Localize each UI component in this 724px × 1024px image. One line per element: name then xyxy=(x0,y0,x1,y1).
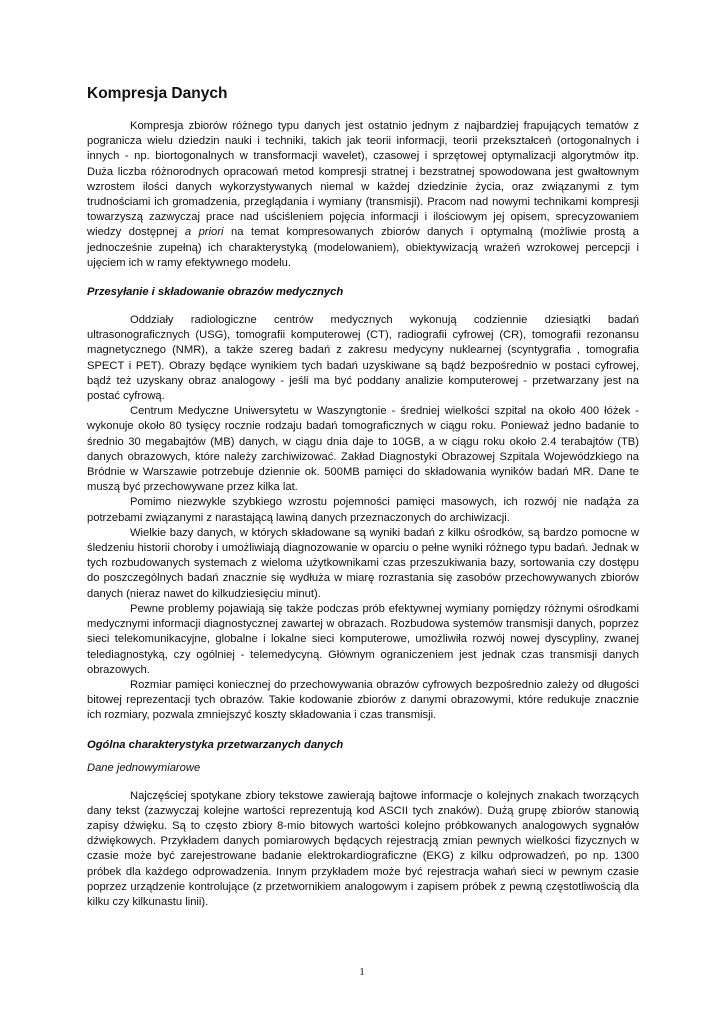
section1-paragraph-6: Rozmiar pamięci koniecznej do przechowywania obrazów cyfrowych bezpośrednio zależy od długości bitowej reprezentacji tych obrazów. Takie kodowanie zbiorów z danymi obrazowymi, które redukuje znacznie ich rozmiary, pozwala zmniejszyć koszty składowania i czas transmisji. xyxy=(87,678,639,722)
intro-text-end: na temat kompresowanych zbiorów danych i optymalną (możliwie prostą a jednocześnie zupełną) ich charakterystyką (modelowaniem), obiektywizacją wrażeń wzrokowej percepcji i ujęciem ich w ramy efektywnego modelu. xyxy=(87,226,639,269)
intro-paragraph xyxy=(87,119,639,271)
page-number: 1 xyxy=(359,966,365,978)
subsection-heading-1d: Dane jednowymiarowe xyxy=(87,761,201,774)
section1-paragraph-4: Wielkie bazy danych, w których składowane są wyniki badań z kilku ośrodków, są bardzo pomocne w śledzeniu historii choroby i umożliwiają diagnozowanie w oparciu o pełne wyniki różnego typu badań. Jednak w tych rozbudowanych systemach z wieloma użytkownikami czas przeszukiwania bazy, sortowania czy dostępu do poszczególnych badań znacznie się wydłuża w miarę rozrastania się zasobów przechowywanych zbiorów danych (nieraz nawet do kilkudziesięciu minut). xyxy=(87,526,639,600)
section-heading-data: Ogólna charakterystyka przetwarzanych danych xyxy=(87,738,344,751)
section2-paragraph-1: Najczęściej spotykane zbiory tekstowe zawierają bajtowe informacje o kolejnych znakach tworzących dany tekst (zazwyczaj kolejne wartości reprezentują kod ASCII tych znaków). Dużą grupę zbiorów stanowią zapisy dźwięku. Są to często zbiory 8-mio bitowych wartości kolejno próbkowanych analogowych sygnałów dźwiękowych. Przykładem danych pomiarowych będących rejestracją zmian pewnych wielkości fizycznych w czasie może być zarejestrowane badanie elektrokardiograficzne (EKG) z kilku odprowadzeń, po np. 1300 próbek dla każdego odprowadzenia. Innym przykładem może być rejestracja wahań sieci w pewnym czasie poprzez urządzenie kontrolujące (z przetwornikiem analogowym i zapisem próbek z pewną częstotliwością dla kilku czy kilkunastu linii). xyxy=(87,789,639,908)
section1-paragraph-5: Pewne problemy pojawiają się także podczas prób efektywnej wymiany pomiędzy różnymi ośrodkami medycznymi informacji diagnostycznej zawartej w obrazach. Rozbudowa systemów transmisji danych, poprzez sieci telekomunikacyjne, globalne i lokalne sieci komputerowe, umożliwiła rozwój nowej dyscypliny, zwanej telediagnostyką, czy ogólniej - telemedycyną. Głównym ograniczeniem jest jednak czas transmisji danych obrazowych. xyxy=(87,602,639,676)
section1-paragraph-3: Pomimo niezwykle szybkiego wzrostu pojemności pamięci masowych, ich rozwój nie nadąża za potrzebami związanymi z narastającą lawiną danych przeznaczonych do archiwizacji. xyxy=(87,496,639,524)
section-heading-storage: Przesyłanie i składowanie obrazów medycznych xyxy=(87,286,344,299)
section1-paragraph-1: Oddziały radiologiczne centrów medycznych wykonują codziennie dziesiątki badań ultrasonograficznych (USG), tomografii komputerowej (CT), radiografii cyfrowej (CR), tomografii rezonansu magnetycznego (NMR), a także szereg badań z zakresu medycyny nuklearnej (scyntygrafia , tomografia SPECT i PET). Obrazy będące wynikiem tych badań uzyskiwane są bądź bezpośrednio w postaci cyfrowej, bądź też uzyskany obraz analogowy - jeśli ma być poddany analizie komputerowej - przetwarzany jest na postać cyfrową. xyxy=(87,314,639,403)
document-title: Kompresja Danych xyxy=(87,85,228,102)
document-page xyxy=(87,84,639,910)
intro-italic-term: a priori xyxy=(184,226,224,239)
section1-paragraph-2: Centrum Medyczne Uniwersytetu w Waszyngtonie - średniej wielkości szpital na około 400 łóżek - wykonuje około 80 tysięcy rocznie rodzaju badań tomograficznych w ciągu roku. Ponieważ jedno badanie to średnio 30 megabajtów (MB) danych, w ciągu dnia daje to 10GB, a w ciągu roku około 2.4 terabajtów (TB) danych obrazowych, które należy zarchiwizować. Zakład Diagnostyki Obrazowej Szpitala Wojewódzkiego na Bródnie w Warszawie potrzebuje dziennie ok. 500MB pamięci do składowania wyników badań MR. Dane te muszą być przechowywane przez kilka lat. xyxy=(87,405,639,494)
intro-text-start: Kompresja zbiorów różnego typu danych jest ostatnio jednym z najbardziej frapujących tematów z pogranicza wielu dziedzin nauki i techniki, takich jak teorii informacji, teorii przekształceń (ortogonalnych i innych - np. biortogonalnych w transformacji wavelet), czasowej i sprzętowej optymalizacji algorytmów itp. Duża liczba różnorodnych opracowań metod kompresji stratnej i bezstratnej spowodowana jest gwałtownym wzrostem ilości danych wykorzystywanych niemal w każdej dziedzinie życia, oraz związanymi z tym trudnościami ich gromadzenia, przeglądania i wymiany (transmisji). Pracom nad nowymi technikami kompresji towarzyszą zazwyczaj prace nad uściśleniem pojęcia informacji i ilościowym jej opisem, sprecyzowaniem wiedzy dostępnej xyxy=(87,120,639,239)
